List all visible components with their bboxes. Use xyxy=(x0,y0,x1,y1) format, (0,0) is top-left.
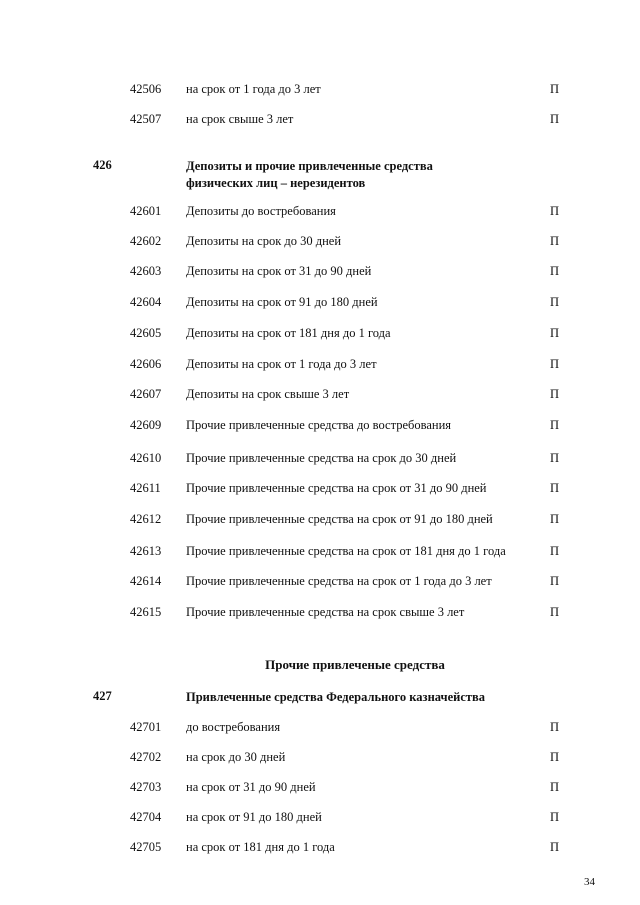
account-type: П xyxy=(550,357,560,371)
account-row xyxy=(0,418,640,436)
account-code: 42612 xyxy=(130,512,162,526)
account-type: П xyxy=(550,204,560,218)
account-name: Прочие привлеченные средства на срок от 31 до 90 дней xyxy=(186,481,487,495)
account-row xyxy=(0,810,640,828)
account-name: Депозиты на срок от 181 дня до 1 года xyxy=(186,326,391,340)
account-row xyxy=(0,512,640,530)
account-row xyxy=(0,451,640,469)
account-name: на срок до 30 дней xyxy=(186,750,286,764)
group-header-426 xyxy=(0,158,640,192)
account-name: Прочие привлеченные средства на срок от 1 года до 3 лет xyxy=(186,574,492,588)
account-code: 42611 xyxy=(130,481,161,495)
account-code: 42606 xyxy=(130,357,162,371)
account-name: Депозиты до востребования xyxy=(186,204,336,218)
account-row xyxy=(0,82,640,100)
account-name: Депозиты на срок от 1 года до 3 лет xyxy=(186,357,377,371)
account-code: 42615 xyxy=(130,605,162,619)
group-title-line1: Депозиты и прочие привлеченные средства xyxy=(186,159,433,173)
account-row xyxy=(0,295,640,313)
account-row xyxy=(0,204,640,222)
account-type: П xyxy=(550,840,560,854)
account-name: Депозиты на срок от 91 до 180 дней xyxy=(186,295,378,309)
group-title: Привлеченные средства Федерального казначейства xyxy=(186,690,486,704)
account-name: Депозиты на срок свыше 3 лет xyxy=(186,387,350,401)
account-row xyxy=(0,264,640,282)
account-name: на срок от 1 года до 3 лет xyxy=(186,82,321,96)
account-code: 42603 xyxy=(130,264,162,278)
account-code: 42601 xyxy=(130,204,162,218)
account-row xyxy=(0,326,640,344)
account-row xyxy=(0,840,640,858)
account-type: П xyxy=(550,605,560,619)
group-title xyxy=(186,158,433,192)
group-code: 426 xyxy=(93,158,112,172)
account-row xyxy=(0,387,640,405)
account-name: на срок свыше 3 лет xyxy=(186,112,294,126)
account-row xyxy=(0,481,640,499)
account-type: П xyxy=(550,112,560,126)
account-row xyxy=(0,234,640,252)
account-code: 42602 xyxy=(130,234,162,248)
account-name: на срок от 31 до 90 дней xyxy=(186,780,316,794)
account-row xyxy=(0,605,640,623)
account-type: П xyxy=(550,810,560,824)
group-code: 427 xyxy=(93,689,112,703)
account-type: П xyxy=(550,481,560,495)
account-code: 42701 xyxy=(130,720,162,734)
account-type: П xyxy=(550,295,560,309)
account-name: Прочие привлеченные средства на срок от 91 до 180 дней xyxy=(186,512,493,526)
account-name: Прочие привлеченные средства на срок до 30 дней xyxy=(186,451,457,465)
account-code: 42702 xyxy=(130,750,162,764)
section-title: Прочие привлеченые средства xyxy=(265,657,445,672)
group-title-line2: физических лиц – нерезидентов xyxy=(186,176,366,190)
account-row xyxy=(0,544,640,562)
account-type: П xyxy=(550,82,560,96)
account-code: 42605 xyxy=(130,326,162,340)
account-row xyxy=(0,112,640,130)
account-code: 42607 xyxy=(130,387,162,401)
account-code: 42610 xyxy=(130,451,162,465)
page-number: 34 xyxy=(584,876,595,888)
account-type: П xyxy=(550,418,560,432)
account-name: Прочие привлеченные средства на срок свыше 3 лет xyxy=(186,605,465,619)
account-type: П xyxy=(550,780,560,794)
account-type: П xyxy=(550,264,560,278)
account-type: П xyxy=(550,512,560,526)
account-name: до востребования xyxy=(186,720,281,734)
account-row xyxy=(0,750,640,768)
account-row xyxy=(0,780,640,798)
account-code: 42506 xyxy=(130,82,162,96)
account-type: П xyxy=(550,750,560,764)
account-type: П xyxy=(550,326,560,340)
account-code: 42613 xyxy=(130,544,162,558)
account-code: 42507 xyxy=(130,112,162,126)
account-code: 42609 xyxy=(130,418,162,432)
account-code: 42703 xyxy=(130,780,162,794)
account-row xyxy=(0,357,640,375)
account-code: 42614 xyxy=(130,574,162,588)
account-row xyxy=(0,720,640,738)
account-code: 42704 xyxy=(130,810,162,824)
account-type: П xyxy=(550,451,560,465)
account-name: на срок от 91 до 180 дней xyxy=(186,810,322,824)
account-row xyxy=(0,574,640,592)
account-name: Депозиты на срок от 31 до 90 дней xyxy=(186,264,372,278)
account-type: П xyxy=(550,720,560,734)
account-code: 42604 xyxy=(130,295,162,309)
account-name: Прочие привлеченные средства до востребования xyxy=(186,418,452,432)
account-type: П xyxy=(550,387,560,401)
account-name: на срок от 181 дня до 1 года xyxy=(186,840,335,854)
account-code: 42705 xyxy=(130,840,162,854)
account-name: Депозиты на срок до 30 дней xyxy=(186,234,342,248)
group-header-427 xyxy=(0,689,640,707)
account-type: П xyxy=(550,574,560,588)
account-type: П xyxy=(550,234,560,248)
account-name: Прочие привлеченные средства на срок от 181 дня до 1 года xyxy=(186,544,506,558)
account-type: П xyxy=(550,544,560,558)
